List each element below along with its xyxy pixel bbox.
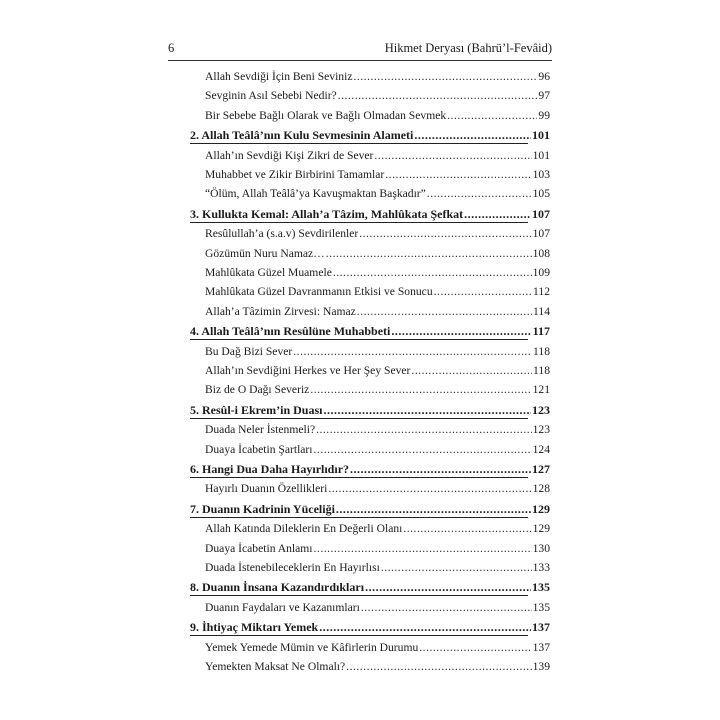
dot-leader (447, 109, 537, 123)
toc-entry-title: 4. Allah Teâlâ’nın Resûlüne Muhabbeti (190, 324, 391, 339)
toc-entry (190, 223, 550, 241)
dot-leader (361, 601, 532, 615)
toc-entry-title: Duaya İcabetin Şartları (205, 442, 313, 456)
toc-entry-title: 3. Kullukta Kemal: Allah’a Tâzim, Mahlûkata Şefkat (190, 206, 464, 221)
toc-page-number: 129 (532, 522, 550, 536)
toc-page-number: 118 (533, 344, 550, 358)
dot-leader (419, 641, 531, 655)
toc-page-number: 137 (532, 620, 550, 635)
toc-entry-title: Allah’ın Sevdiği Kişi Zikri de Sever (205, 148, 374, 162)
toc-entry-title: Yemek Yemede Mümin ve Kâfirlerin Durumu (205, 640, 419, 654)
dot-leader (314, 443, 532, 457)
toc-entry (190, 85, 550, 103)
toc-entry-title: 7. Duanın Kadrinin Yüceliği (190, 501, 335, 516)
toc-entry (190, 478, 550, 496)
dot-leader (353, 70, 537, 84)
toc-entry-title: Duada Neler İstenmeli? (205, 423, 316, 437)
toc-entry (190, 262, 550, 280)
dot-leader (365, 580, 531, 594)
toc-entry-title: 9. İhtiyaç Miktarı Yemek (190, 620, 319, 635)
toc-entry (190, 538, 550, 556)
toc-chapter-entry (190, 203, 550, 221)
toc-page-number: 101 (532, 148, 550, 162)
header-rule (168, 60, 552, 61)
toc-entry (190, 419, 550, 437)
running-title: Hikmet Deryası (Bahrü’l-Fevâid) (384, 41, 552, 55)
dot-leader (319, 620, 531, 634)
toc-entry (190, 341, 550, 359)
dot-leader (381, 561, 532, 575)
toc-page-number: 107 (532, 227, 550, 241)
toc-entry (190, 66, 550, 84)
toc-page-number: 101 (532, 128, 550, 143)
toc-entry (190, 557, 550, 575)
toc-entry-title: Duanın Faydaları ve Kazanımları (205, 600, 360, 614)
toc-entry-title: Mahlûkata Güzel Davranmanın Etkisi ve Sonucu (205, 285, 433, 299)
toc-entry (190, 281, 550, 299)
toc-entry (190, 360, 550, 378)
toc-entry (190, 301, 550, 319)
dot-leader (328, 482, 531, 496)
toc-entry-title: Allah’a Tâzimin Zirvesi: Namaz (205, 304, 356, 318)
toc-chapter-entry (190, 124, 550, 142)
dot-leader (434, 285, 532, 299)
dot-leader (314, 542, 532, 556)
toc-page-number: 127 (532, 462, 550, 476)
toc-entry-title: Allah’ın Sevdiğini Herkes ve Her Şey Sever (205, 364, 411, 377)
dot-leader (464, 207, 531, 221)
dot-leader (326, 247, 532, 261)
toc-entry (190, 656, 550, 674)
toc-page-number: 96 (538, 70, 550, 83)
toc-chapter-entry (190, 616, 550, 634)
toc-entry-title: Allah Sevdiği İçin Beni Seviniz (205, 70, 353, 83)
toc-page-number: 109 (532, 266, 550, 279)
toc-page-number: 137 (532, 640, 550, 654)
toc-entry-title: Bir Sebebe Bağlı Olarak ve Bağlı Olmadan Sevmek (205, 108, 447, 122)
toc-entry (190, 597, 550, 615)
toc-entry-title: Hayırlı Duanın Özellikleri (205, 482, 328, 496)
toc-page-number: 108 (532, 246, 550, 260)
toc-page-number: 129 (532, 501, 550, 516)
toc-entry-title: Biz de O Dağı Severiz (205, 383, 310, 397)
dot-leader (350, 462, 531, 476)
toc-entry (190, 145, 550, 163)
toc-entry-title: Gözümün Nuru Namaz… (205, 246, 325, 260)
toc-entry (190, 243, 550, 261)
toc-entry-title: 6. Hangi Dua Daha Hayırlıdır? (190, 462, 350, 476)
toc-page-number: 121 (532, 383, 550, 397)
toc-page-number: 97 (538, 89, 550, 103)
dot-leader (359, 227, 531, 241)
dot-leader (427, 187, 532, 201)
dot-leader (357, 305, 532, 319)
toc-entry-title: 2. Allah Teâlâ’nın Kulu Sevmesinin Alameti (190, 128, 414, 143)
toc-page-number: 123 (532, 423, 550, 437)
toc-page-number: 135 (532, 580, 550, 595)
toc-entry (190, 183, 550, 201)
toc-page-number: 112 (533, 285, 550, 299)
dot-leader (323, 403, 531, 417)
dot-leader (374, 149, 531, 163)
toc-entry-title: 8. Duanın İnsana Kazandırdıkları (190, 580, 365, 595)
dot-leader (411, 364, 532, 378)
toc-page-number: 107 (532, 206, 550, 221)
toc-page-number: 114 (533, 304, 550, 318)
toc-entry-title: Muhabbet ve Zikir Birbirini Tamamlar (205, 168, 385, 181)
dot-leader (346, 660, 531, 674)
toc-entry (190, 637, 550, 655)
toc-page-number: 105 (532, 187, 550, 201)
toc-entry-title: Allah Katında Dileklerin En Değerli Olanı (205, 522, 403, 536)
toc-page-number: 103 (532, 168, 550, 181)
toc-page-number: 123 (532, 402, 550, 417)
toc-entry-title: Duada İstenebileceklerin En Hayırlısı (205, 561, 380, 574)
toc-chapter-entry (190, 320, 550, 338)
toc-entry-title: “Ölüm, Allah Teâlâ’ya Kavuşmaktan Başkadır” (205, 187, 426, 201)
page-header (168, 41, 552, 61)
dot-leader (391, 324, 531, 338)
toc-entry (190, 164, 550, 182)
page-number: 6 (168, 41, 175, 55)
toc-chapter-entry (190, 399, 550, 417)
toc-entry (190, 518, 550, 536)
dot-leader (293, 345, 532, 359)
toc-chapter-entry (190, 576, 550, 594)
dot-leader (316, 423, 532, 437)
toc-page-number: 117 (532, 324, 550, 339)
toc-entry (190, 105, 550, 123)
toc-page-number: 128 (532, 482, 550, 496)
toc-page-number: 99 (538, 108, 550, 122)
toc-page-number: 135 (532, 600, 550, 614)
toc-entry-title: Sevginin Asıl Sebebi Nedir? (205, 89, 337, 103)
toc-chapter-entry (190, 498, 550, 516)
toc-entry (190, 379, 550, 397)
dot-leader (414, 128, 531, 142)
toc-entry (190, 439, 550, 457)
toc-page-number: 130 (532, 541, 550, 555)
dot-leader (336, 502, 531, 516)
toc-page-number: 139 (532, 660, 550, 673)
toc-entry-title: Bu Dağ Bizi Sever (205, 344, 293, 358)
toc-entry-title: Yemekten Maksat Ne Olmalı? (205, 660, 346, 673)
dot-leader (310, 383, 531, 397)
toc-page-number: 124 (532, 442, 550, 456)
dot-leader (403, 522, 531, 536)
dot-leader (333, 266, 532, 280)
dot-leader (385, 168, 531, 182)
toc-entry-title: Duaya İcabetin Anlamı (205, 541, 313, 555)
toc-entry-title: 5. Resûl-i Ekrem’in Duası (190, 402, 323, 417)
toc-page-number: 133 (532, 561, 550, 574)
toc-chapter-entry (190, 458, 550, 476)
dot-leader (338, 89, 538, 103)
toc-entry-title: Resûlullah’a (s.a.v) Sevdirilenler (205, 227, 359, 241)
toc-entry-title: Mahlûkata Güzel Muamele (205, 266, 332, 279)
toc-page-number: 118 (533, 364, 550, 377)
